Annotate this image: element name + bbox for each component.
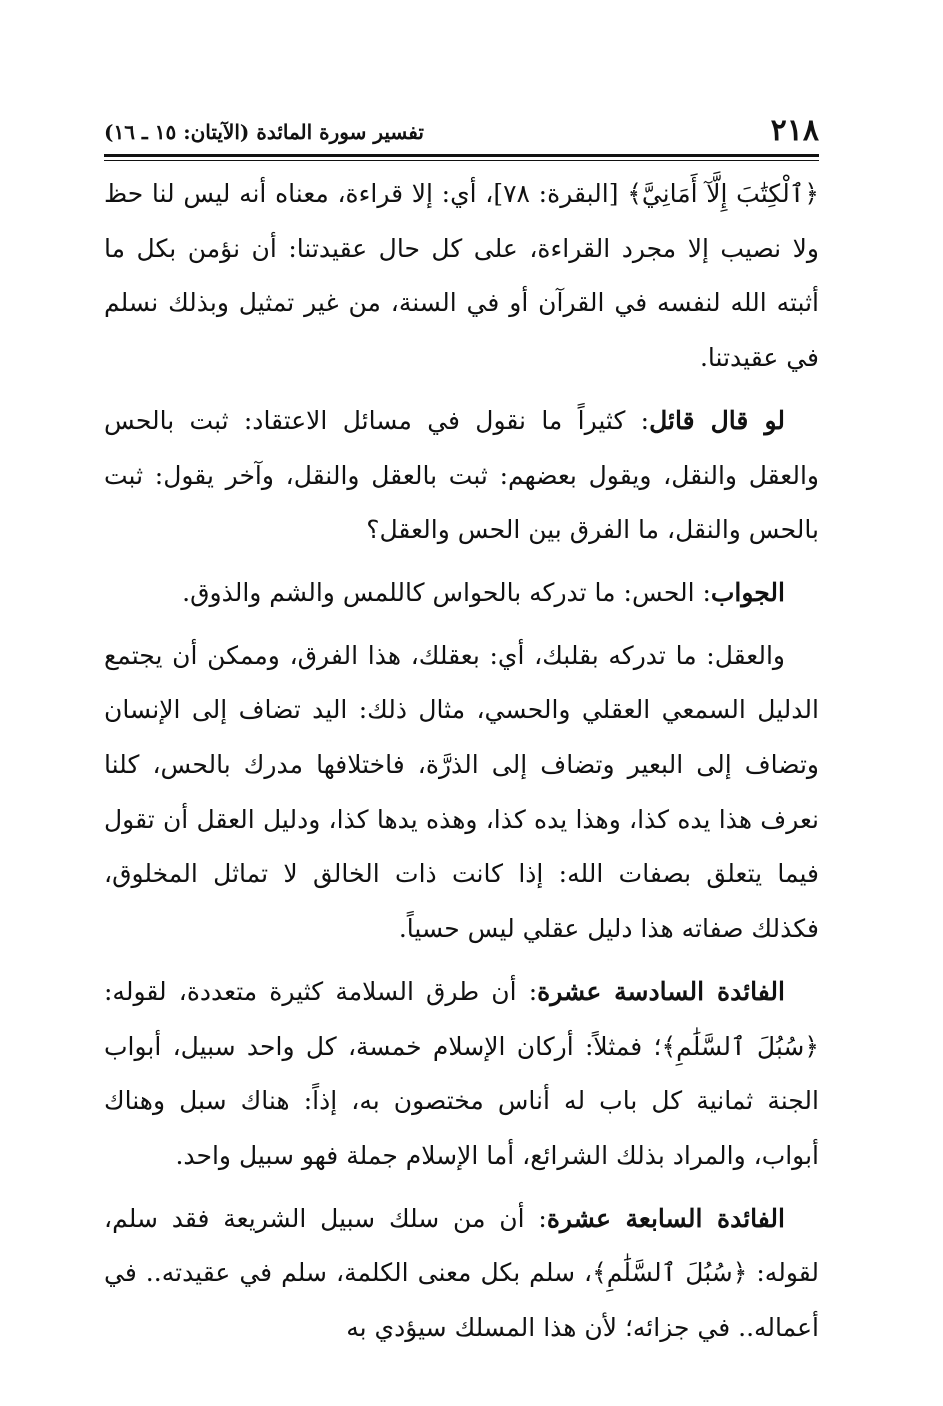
page-header <box>104 108 819 154</box>
header-rule <box>104 154 819 157</box>
body-text <box>104 167 819 1356</box>
header-rule-thin <box>104 160 819 161</box>
paragraph-1 <box>104 167 819 386</box>
paragraph-text: والعقل: ما تدركه بقلبك، أي: بعقلك، هذا الفرق، وممكن أن يجتمع الدليل السمعي العقلي والحسي، مثال ذلك: اليد تضاف إلى الإنسان وتضاف إلى البعير وتضاف إلى الذرَّة، فاختلافها مدرك بالحس، كلنا نعرف هذا يده كذا، وهذا يده كذا، وهذه يدها كذا، ودليل العقل أن تقول فيما يتعلق بصفات الله: إذا كانت ذات الخالق لا تماثل المخلوق، فكذلك صفاته هذا دليل عقلي ليس حسياً. <box>104 640 819 944</box>
paragraph-2 <box>104 394 819 558</box>
paragraph-6 <box>104 1192 819 1356</box>
paragraph-5 <box>104 965 819 1184</box>
paragraph-text: : أن طرق السلامة كثيرة متعددة، لقوله: ﴿سُبُلَ ٱلسَّلَٰمِ﴾؛ فمثلاً: أركان الإسلام خمسة، كل واحد سبيل، أبواب الجنة ثمانية كل باب له أناس مختصون به، إذاً: هناك سبل وهناك أبواب، والمراد بذلك الشرائع، أما الإسلام جملة فهو سبيل واحد. <box>104 976 819 1170</box>
paragraph-4 <box>104 629 819 957</box>
paragraph-text: : أن من سلك سبيل الشريعة فقد سلم، لقوله: ﴿سُبُلَ ٱلسَّلَٰمِ﴾، سلم بكل معنى الكلمة، سلم في عقيدته.. في أعماله.. في جزائه؛ لأن هذا المسلك سيؤدي به <box>104 1203 819 1343</box>
page-number: ٢١٨ <box>770 113 819 148</box>
paragraph-heading: لو قال قائل <box>649 405 785 435</box>
paragraph-heading: الفائدة السادسة عشرة <box>537 976 785 1006</box>
paragraph-text: : كثيراً ما نقول في مسائل الاعتقاد: ثبت بالحس والعقل والنقل، ويقول بعضهم: ثبت بالعقل والنقل، وآخر يقول: ثبت بالحس والنقل، ما الفرق بين الحس والعقل؟ <box>104 405 819 545</box>
paragraph-heading: الفائدة السابعة عشرة <box>546 1203 785 1233</box>
paragraph-heading: الجواب <box>710 577 785 607</box>
paragraph-3 <box>104 566 819 621</box>
paragraph-text: : الحس: ما تدركه بالحواس كاللمس والشم والذوق. <box>182 577 711 607</box>
paragraph-text: ﴿ٱلْكِتَٰبَ إِلَّآ أَمَانِيَّ﴾ [البقرة: ٧٨]، أي: إلا قراءة، معناه أنه ليس لنا حظ ولا نصيب إلا مجرد القراءة، على كل حال عقيدتنا: أن نؤمن بكل ما أثبته الله لنفسه في القرآن أو في السنة، من غير تمثيل وبذلك نسلم في عقيدتنا. <box>104 179 819 373</box>
running-title: تفسير سورة المائدة (الآيتان: ١٥ ـ ١٦) <box>104 120 424 144</box>
